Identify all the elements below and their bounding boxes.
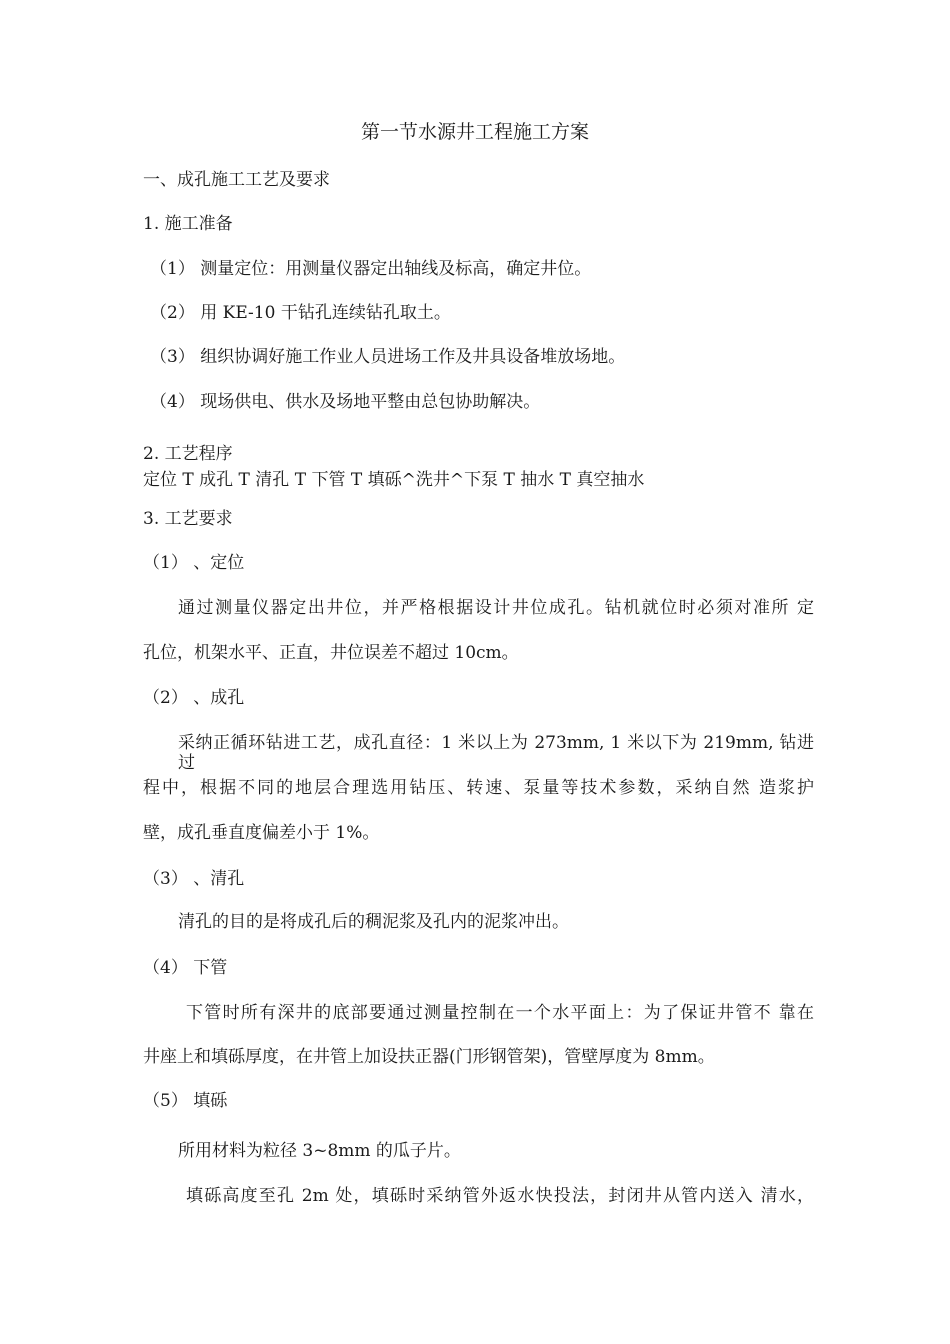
list-item: （1） 测量定位：用测量仪器定出轴线及标高，确定井位。 bbox=[150, 259, 592, 279]
subsection-heading: 3. 工艺要求 bbox=[143, 509, 233, 529]
list-item: （2） 用 KE-10 干钻孔连续钻孔取土。 bbox=[150, 303, 451, 323]
paragraph-line: 井座上和填砾厚度，在井管上加设扶正器(门形钢管架)，管壁厚度为 8mm。 bbox=[143, 1047, 715, 1067]
paragraph-line: 通过测量仪器定出井位，并严格根据设计井位成孔。钻机就位时必须对准所 定 bbox=[178, 598, 814, 618]
process-flow-text: 定位 T 成孔 T 清孔 T 下管 T 填砾^洗井^下泵 T 抽水 T 真空抽水 bbox=[143, 470, 645, 490]
paragraph-line: 填砾高度至孔 2m 处，填砾时采纳管外返水快投法，封闭井从管内送入 清水， bbox=[186, 1186, 814, 1206]
paragraph-line: 孔位，机架水平、正直，井位误差不超过 10cm。 bbox=[143, 643, 519, 663]
requirement-heading: （4） 下管 bbox=[143, 958, 228, 978]
subsection-heading: 2. 工艺程序 bbox=[143, 444, 233, 464]
paragraph-line: 所用材料为粒径 3~8mm 的瓜子片。 bbox=[178, 1141, 461, 1161]
requirement-heading: （5） 填砾 bbox=[143, 1091, 228, 1111]
list-item: （3） 组织协调好施工作业人员进场工作及井具设备堆放场地。 bbox=[150, 347, 626, 367]
document-title: 第一节水源井工程施工方案 bbox=[360, 121, 589, 143]
paragraph-line: 程中，根据不同的地层合理选用钻压、转速、泵量等技术参数，采纳自然 造浆护 bbox=[143, 778, 814, 798]
subsection-heading: 1. 施工准备 bbox=[143, 214, 233, 234]
requirement-heading: （2） 、成孔 bbox=[143, 688, 245, 708]
list-item: （4） 现场供电、供水及场地平整由总包协助解决。 bbox=[150, 392, 541, 412]
paragraph-line: 下管时所有深井的底部要通过测量控制在一个水平面上：为了保证井管不 靠在 bbox=[186, 1003, 814, 1023]
requirement-heading: （1） 、定位 bbox=[143, 553, 245, 573]
section-heading: 一、成孔施工工艺及要求 bbox=[143, 170, 330, 190]
paragraph-line: 清孔的目的是将成孔后的稠泥浆及孔内的泥浆冲出。 bbox=[178, 912, 569, 932]
paragraph-line: 壁，成孔垂直度偏差小于 1%。 bbox=[143, 823, 380, 843]
paragraph-line: 采纳正循环钻进工艺，成孔直径：1 米以上为 273mm, 1 米以下为 219mm, 钻进过 bbox=[178, 733, 814, 773]
requirement-heading: （3） 、清孔 bbox=[143, 869, 245, 889]
